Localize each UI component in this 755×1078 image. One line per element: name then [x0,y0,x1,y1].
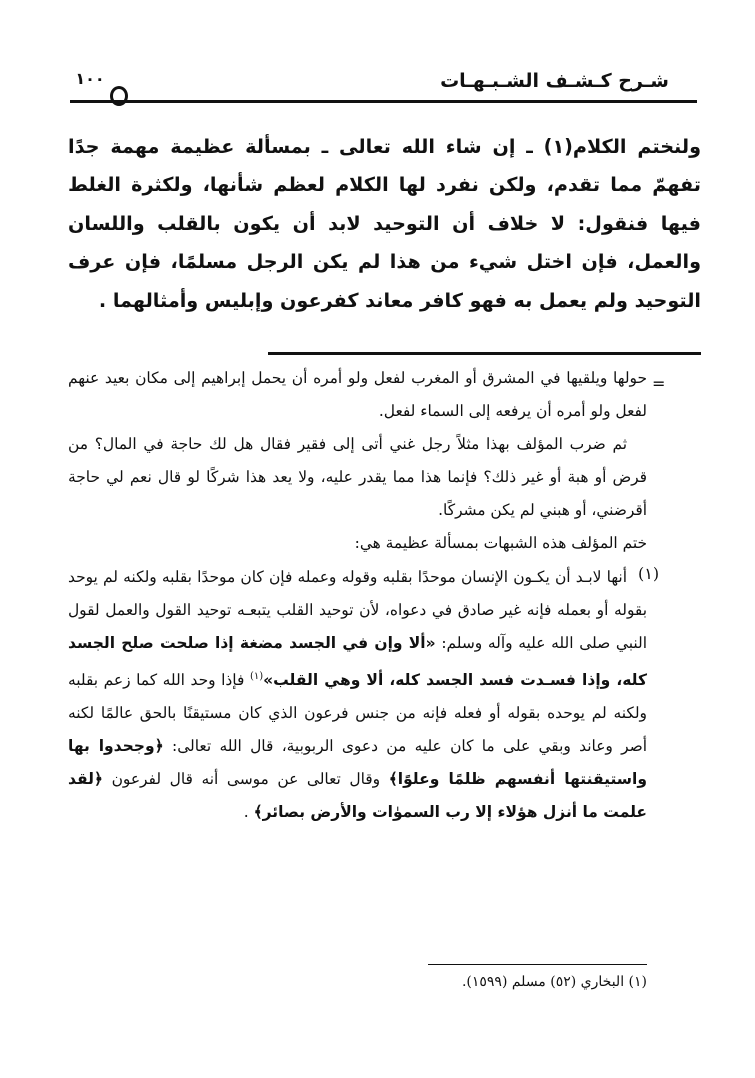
commentary-notes [68,362,647,829]
quran-verse-2: ﴿لقد علمت ما أنزل هؤلاء إلا رب السموٰات والأرض بصائر﴾ [68,770,647,822]
hadith-footnote-ref: (١) [249,670,264,682]
note-body-c: وقال تعالى عن موسى أنه قال لفرعون [111,770,381,789]
page-header [70,62,697,122]
main-paragraph: ولنختم الكلام(١) ـ إن شاء الله تعالى ـ بمسألة عظيمة مهمة جدًا تفهمّ مما تقدم، ولكن نفرد لها الكلام لعظم شأنها، ولكثرة الغلط فيها فنقول: لا خلاف أن التوحيد لابد أن يكون بالقلب واللسان والعمل، فإن اختل شيء من هذا لم يكن الرجل مسلمًا، فإن عرف التوحيد ولم يعمل به فهو كافر معاند كفرعون وإبليس وأمثالهما . [68,135,701,312]
running-title: شـرح كـشـف الشـبـهـات [440,70,669,92]
note-intro: ختم المؤلف هذه الشبهات بمسألة عظيمة هي: [354,534,647,553]
hadith-quote: «ألا وإن في الجسد مضغة إذا صلحت صلح الجسد كله، وإذا فسـدت فسد الجسد كله، ألا وهي القلب» [68,633,647,689]
footnote: (١) البخاري (٥٢) مسلم (١٥٩٩). [461,974,647,990]
note-body-a: أنها لابـد أن يكـون الإنسان موحدًا بقلبه وقوله وعمله فإن كان موحدًا بقلبه ولكنه لم يوحد بقوله أو بعمله فإنه غير صادق في دعواه، لأن توحيد القلب يتبعـه توحيد القول والعمل لقول النبي صلى الله عليه وآله وسلم: [68,567,647,652]
continuation-mark: = [652,374,666,393]
header-rule [70,100,697,103]
note-body [68,561,647,830]
note-body-b: فإذا وحد الله كما زعم بقلبه ولكنه لم يوحده بقوله أو فعله فإنه من جنس فرعون الذي كان مستيقنًا بالحق عالمًا لكنه أصر وعاند وبقي على ما كان عليه من دعوى الربوبية، قال الله تعالى: [68,670,647,756]
end-mark: . [243,803,249,822]
notes-separator [268,352,701,355]
footnote-rule [428,964,647,965]
continuation-paragraph-2: ثم ضرب المؤلف بهذا مثلاً رجل غني أتى إلى فقير فقال هل لك حاجة في المال؟ من قرض أو هبة أو غير ذلك؟ فإنما هذا مما يقدر عليه، ولا يعد هذا شركًا لو قال نعم لي حاجة أقرضني، أو هبني لم يكن مشركًا. [68,435,647,520]
quran-verse-1: ﴿وجحدوا بها واستيقنتها أنفسهم ظلمًا وعلوًا﴾ [68,737,647,789]
page-number: ١٠٠ [70,62,110,96]
continuation-paragraph-1: حولها ويلقيها في المشرق أو المغرب لفعل ولو أمره أن يحمل إبراهيم إلى مكان بعيد عنهم لفعل ولو أمره أن يرفعه إلى السماء لفعل. [68,369,647,421]
note-number: (١) [638,564,660,583]
page-number-ornament [110,86,128,106]
